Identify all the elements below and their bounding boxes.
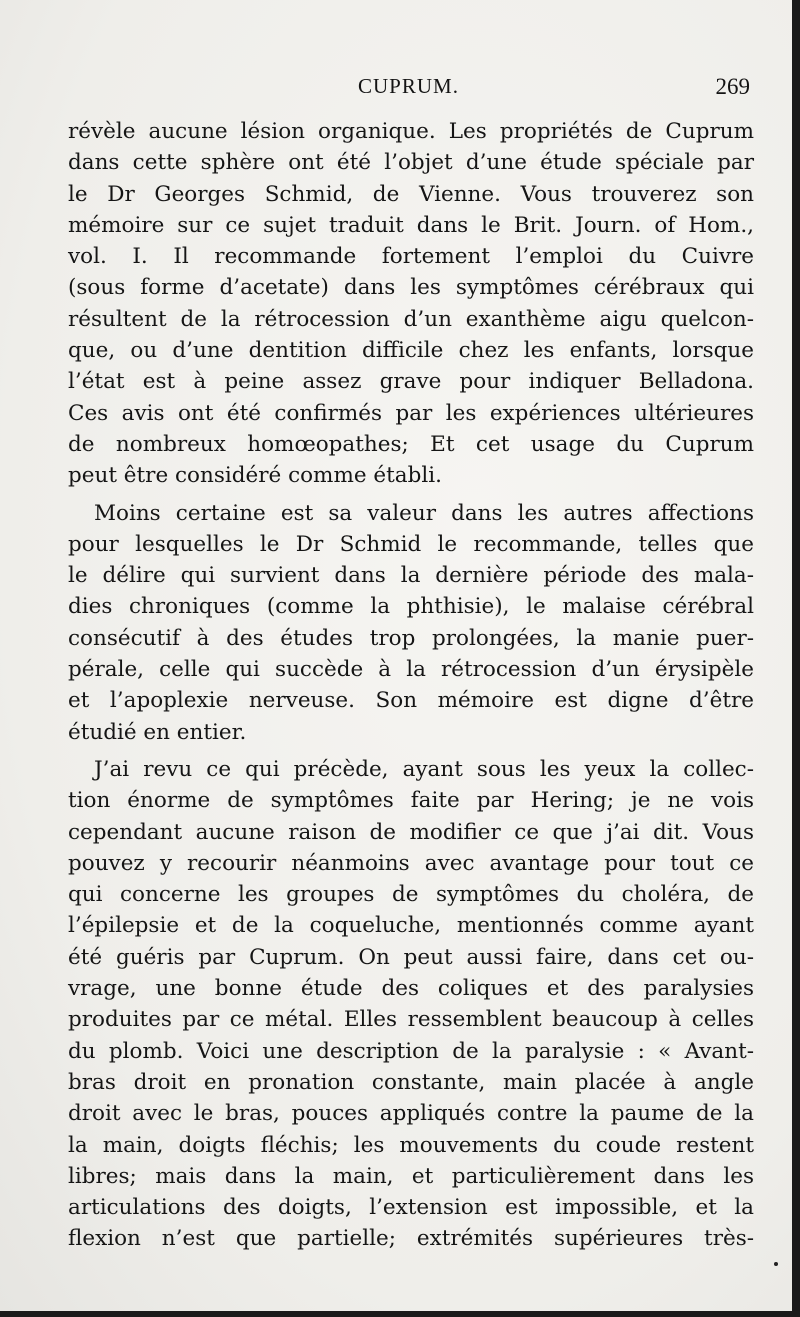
- text-line: le délire qui survient dans la dernière période des mala-: [68, 563, 754, 589]
- text-line: J’ai revu ce qui précède, ayant sous les yeux la collec-: [94, 756, 754, 782]
- text-line: que, ou d’une dentition difficile chez les enfants, lorsque: [68, 338, 754, 364]
- page-number: 269: [715, 74, 750, 99]
- text-line: mémoire sur ce sujet traduit dans le Brit. Journ. of Hom.,: [68, 212, 754, 238]
- text-line: Moins certaine est sa valeur dans les autres affections: [94, 500, 754, 526]
- text-line: pour lesquelles le Dr Schmid le recommande, telles que: [68, 531, 754, 557]
- page-header: [72, 74, 750, 104]
- text-line: Ces avis ont été confirmés par les expériences ultérieures: [68, 400, 754, 426]
- text-line: résultent de la rétrocession d’un exanthème aigu quelcon-: [68, 306, 754, 332]
- text-line: pouvez y recourir néanmoins avec avantage pour tout ce: [68, 850, 754, 876]
- text-line: (sous forme d’acetate) dans les symptômes cérébraux qui: [68, 275, 754, 301]
- text-line: été guéris par Cuprum. On peut aussi faire, dans cet ou-: [68, 944, 754, 970]
- text-line: libres; mais dans la main, et particulièrement dans les: [68, 1163, 754, 1189]
- text-line: vol. I. Il recommande fortement l’emploi du Cuivre: [68, 244, 754, 270]
- body-text: [68, 116, 754, 1255]
- text-line: de nombreux homœopathes; Et cet usage du Cuprum: [68, 431, 754, 457]
- scan-edge: [792, 0, 800, 1317]
- text-line: l’état est à peine assez grave pour indiquer Belladona.: [68, 369, 754, 395]
- text-line: vrage, une bonne étude des coliques et des paralysies: [68, 976, 754, 1002]
- text-line: et l’apoplexie nerveuse. Son mémoire est digne d’être: [68, 688, 754, 714]
- text-line: consécutif à des études trop prolongées, la manie puer-: [68, 625, 754, 651]
- ink-speck: [774, 1262, 778, 1266]
- text-line: la main, doigts fléchis; les mouvements du coude restent: [68, 1132, 754, 1158]
- text-line: flexion n’est que partielle; extrémités supérieures très-: [68, 1226, 754, 1252]
- text-line: qui concerne les groupes de symptômes du choléra, de: [68, 882, 754, 908]
- text-line: du plomb. Voici une description de la paralysie : « Avant-: [68, 1038, 754, 1064]
- text-line: pérale, celle qui succède à la rétrocession d’un érysipèle: [68, 657, 754, 683]
- text-line: dans cette sphère ont été l’objet d’une étude spéciale par: [68, 150, 754, 176]
- text-line: le Dr Georges Schmid, de Vienne. Vous trouverez son: [68, 181, 754, 207]
- text-line: bras droit en pronation constante, main placée à angle: [68, 1069, 754, 1095]
- text-line: étudié en entier.: [68, 719, 247, 745]
- text-line: peut être considéré comme établi.: [68, 463, 442, 489]
- text-line: produites par ce métal. Elles ressemblent beaucoup à celles: [68, 1007, 754, 1033]
- text-line: articulations des doigts, l’extension est impossible, et la: [68, 1195, 754, 1221]
- text-line: cependant aucune raison de modifier ce que j’ai dit. Vous: [68, 819, 754, 845]
- running-head: CUPRUM.: [358, 74, 459, 98]
- text-line: l’épilepsie et de la coqueluche, mentionnés comme ayant: [68, 913, 754, 939]
- text-line: tion énorme de symptômes faite par Hering; je ne vois: [68, 788, 754, 814]
- text-line: droit avec le bras, pouces appliqués contre la paume de la: [68, 1101, 754, 1127]
- text-line: révèle aucune lésion organique. Les propriétés de Cuprum: [68, 119, 754, 144]
- text-line: dies chroniques (comme la phthisie), le malaise cérébral: [68, 594, 754, 620]
